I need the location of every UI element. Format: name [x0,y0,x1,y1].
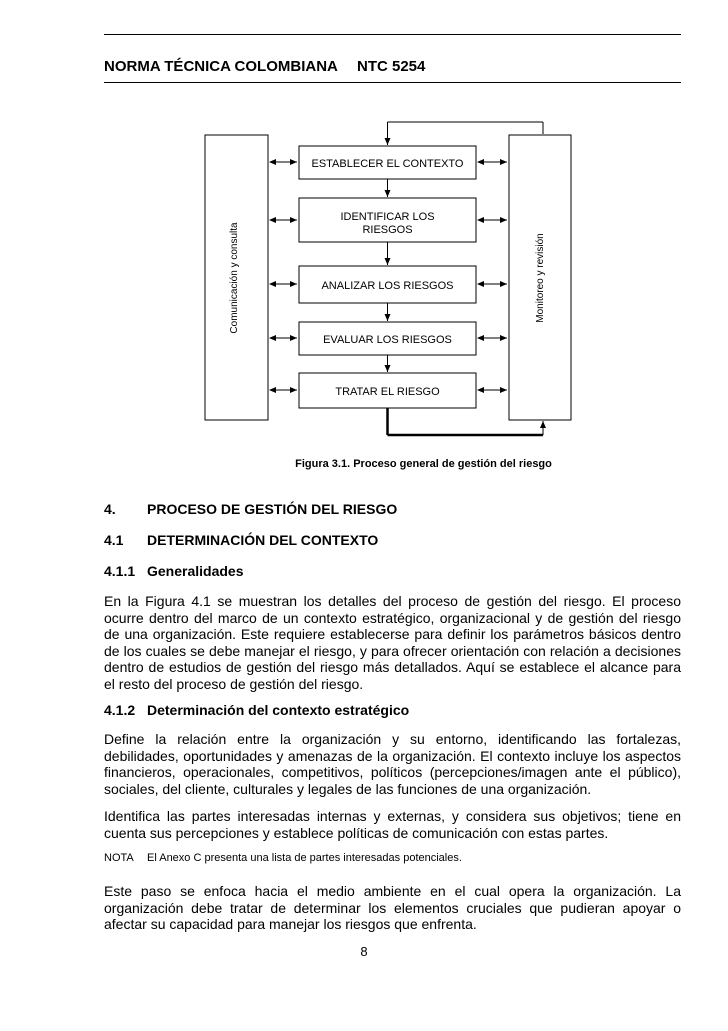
paragraph-strategic-context: Define la relación entre la organización y su entorno, identificando las fortalezas, debilidades, oportunidades y amenazas de la organización. El contexto incluye los aspectos financieros, operacionales, competitivos, políticos (percepciones/imagen ante el público), sociales, del cliente, culturales y legales de las funciones de una organización. [104,731,681,797]
box-evaluate-risks-label: EVALUAR LOS RIESGOS [323,334,452,346]
note-text: El Anexo C presenta una lista de partes interesadas potenciales. [147,852,462,864]
note [104,852,681,864]
heading-4-title: PROCESO DE GESTIÓN DEL RIESGO [147,501,398,517]
page-number: 8 [360,944,368,959]
figure-caption-text: Figura 3.1. Proceso general de gestión del riesgo [295,458,552,470]
box-identify-risks-label-2: RIESGOS [362,224,413,236]
communication-panel-label: Comunicación y consulta [229,222,240,334]
risk-process-diagram [0,0,728,480]
heading-4-1-2-number: 4.1.2 [104,702,136,718]
heading-4-1-number: 4.1 [104,532,124,548]
header-standard-name: NORMA TÉCNICA COLOMBIANA [104,58,338,75]
box-analyze-risks-label: ANALIZAR LOS RIESGOS [321,280,454,292]
header-standard-code: NTC 5254 [357,58,426,75]
paragraph-stakeholders: Identifica las partes interesadas internas y externas, y considera sus objetivos; tiene en cuenta sus percepciones y establece políticas de comunicación con estas partes. [104,808,681,841]
box-treat-risk-label: TRATAR EL RIESGO [335,386,440,398]
note-label: NOTA [104,852,134,864]
heading-4-1-title: DETERMINACIÓN DEL CONTEXTO [147,532,379,548]
paragraph-environment: Este paso se enfoca hacia el medio ambiente en el cual opera la organización. La organización debe tratar de determinar los elementos cruciales que pudieran apoyar o afectar su capacidad para manejar los riesgos que enfrenta. [104,883,681,933]
heading-4-1-1-number: 4.1.1 [104,563,136,579]
heading-4-1-2 [104,702,409,718]
monitoring-panel-label: Monitoreo y revisión [535,233,546,323]
figure-caption [104,458,681,470]
box-identify-risks-label-1: IDENTIFICAR LOS [340,211,435,223]
box-establish-context-label: ESTABLECER EL CONTEXTO [311,158,464,170]
heading-4 [104,501,397,517]
heading-4-1-1-title: Generalidades [147,563,244,579]
heading-4-1-2-title: Determinación del contexto estratégico [147,702,410,718]
paragraph-generalidades: En la Figura 4.1 se muestran los detalles del proceso de gestión del riesgo. El proceso ocurre dentro del marco de un contexto estratégico, organizacional y de gestión del riesgo de una organización. Este requiere establecerse para definir los parámetros básicos dentro de los cuales se debe manejar el riesgo, y para ofrecer orientación con relación a decisiones dentro de estudios de gestión del riesgo más detallados. Aquí se establece el alcance para el resto del proceso de gestión del riesgo. [104,593,681,692]
heading-4-number: 4. [104,501,116,517]
heading-4-1-1 [104,563,244,579]
heading-4-1 [104,532,378,548]
